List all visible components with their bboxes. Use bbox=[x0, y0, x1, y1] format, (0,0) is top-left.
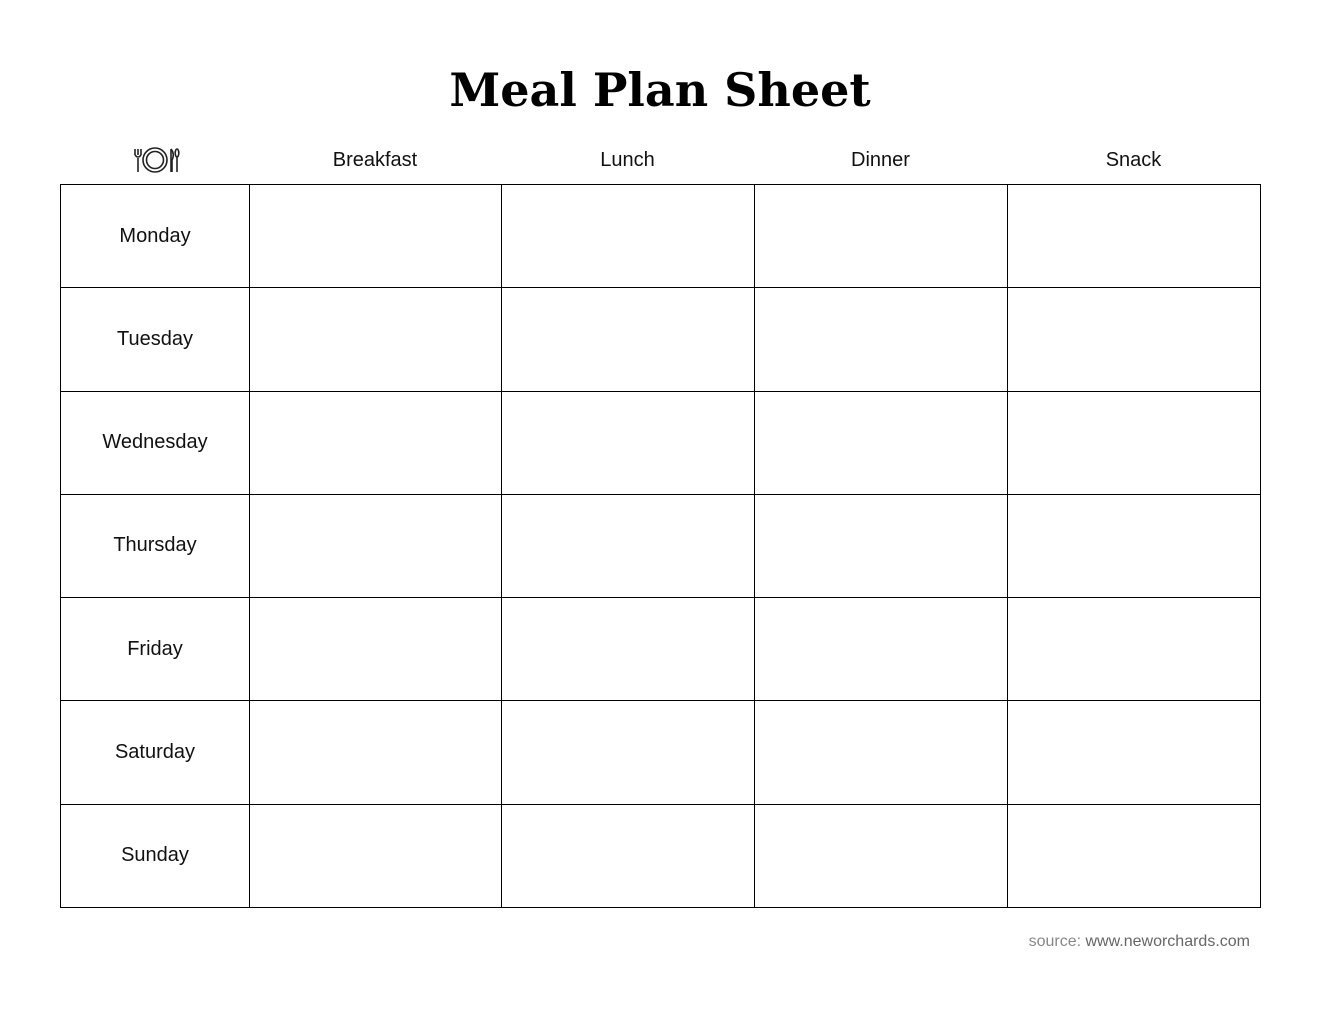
meal-cell-dinner[interactable] bbox=[755, 185, 1008, 288]
column-header-breakfast: Breakfast bbox=[332, 149, 418, 171]
meal-cell-dinner[interactable] bbox=[755, 391, 1008, 494]
column-header-dinner: Dinner bbox=[851, 149, 910, 171]
header-icon-cell bbox=[60, 140, 249, 180]
meal-cell-snack[interactable] bbox=[1008, 494, 1261, 597]
meal-cell-snack[interactable] bbox=[1008, 701, 1261, 804]
meal-cell-dinner[interactable] bbox=[755, 494, 1008, 597]
table-row bbox=[61, 598, 1261, 701]
meal-cell-breakfast[interactable] bbox=[250, 701, 502, 804]
table-row bbox=[61, 391, 1261, 494]
column-header-row bbox=[60, 140, 1260, 180]
day-label-tuesday: Tuesday bbox=[61, 288, 250, 391]
meal-cell-lunch[interactable] bbox=[502, 804, 755, 907]
meal-plan-grid bbox=[60, 184, 1261, 908]
table-row bbox=[61, 804, 1261, 907]
column-header-snack: Snack bbox=[1105, 149, 1162, 171]
meal-cell-dinner[interactable] bbox=[755, 804, 1008, 907]
meal-cell-lunch[interactable] bbox=[502, 185, 755, 288]
meal-cell-snack[interactable] bbox=[1008, 391, 1261, 494]
meal-cell-breakfast[interactable] bbox=[250, 185, 502, 288]
source-credit bbox=[1029, 930, 1250, 954]
meal-cell-breakfast[interactable] bbox=[250, 391, 502, 494]
table-row bbox=[61, 185, 1261, 288]
day-label-saturday: Saturday bbox=[61, 701, 250, 804]
meal-cell-breakfast[interactable] bbox=[250, 598, 502, 701]
column-header-lunch: Lunch bbox=[600, 149, 655, 171]
meal-cell-snack[interactable] bbox=[1008, 185, 1261, 288]
meal-cell-dinner[interactable] bbox=[755, 598, 1008, 701]
day-label-sunday: Sunday bbox=[61, 804, 250, 907]
meal-cell-lunch[interactable] bbox=[502, 494, 755, 597]
meal-cell-dinner[interactable] bbox=[755, 701, 1008, 804]
meal-cell-snack[interactable] bbox=[1008, 288, 1261, 391]
meal-cell-breakfast[interactable] bbox=[250, 494, 502, 597]
source-label: source: bbox=[1028, 933, 1082, 950]
page-title: Meal Plan Sheet bbox=[449, 63, 871, 117]
day-label-thursday: Thursday bbox=[61, 494, 250, 597]
plate-cutlery-icon bbox=[130, 145, 180, 175]
day-label-monday: Monday bbox=[61, 185, 250, 288]
meal-cell-lunch[interactable] bbox=[502, 598, 755, 701]
meal-cell-lunch[interactable] bbox=[502, 701, 755, 804]
meal-cell-lunch[interactable] bbox=[502, 288, 755, 391]
day-label-friday: Friday bbox=[61, 598, 250, 701]
table-row bbox=[61, 288, 1261, 391]
meal-cell-breakfast[interactable] bbox=[250, 804, 502, 907]
table-row bbox=[61, 701, 1261, 804]
source-link[interactable]: www.neworchards.com bbox=[1085, 933, 1250, 950]
meal-cell-lunch[interactable] bbox=[502, 391, 755, 494]
meal-cell-breakfast[interactable] bbox=[250, 288, 502, 391]
meal-cell-snack[interactable] bbox=[1008, 598, 1261, 701]
meal-cell-dinner[interactable] bbox=[755, 288, 1008, 391]
table-row bbox=[61, 494, 1261, 597]
meal-cell-snack[interactable] bbox=[1008, 804, 1261, 907]
day-label-wednesday: Wednesday bbox=[61, 391, 250, 494]
